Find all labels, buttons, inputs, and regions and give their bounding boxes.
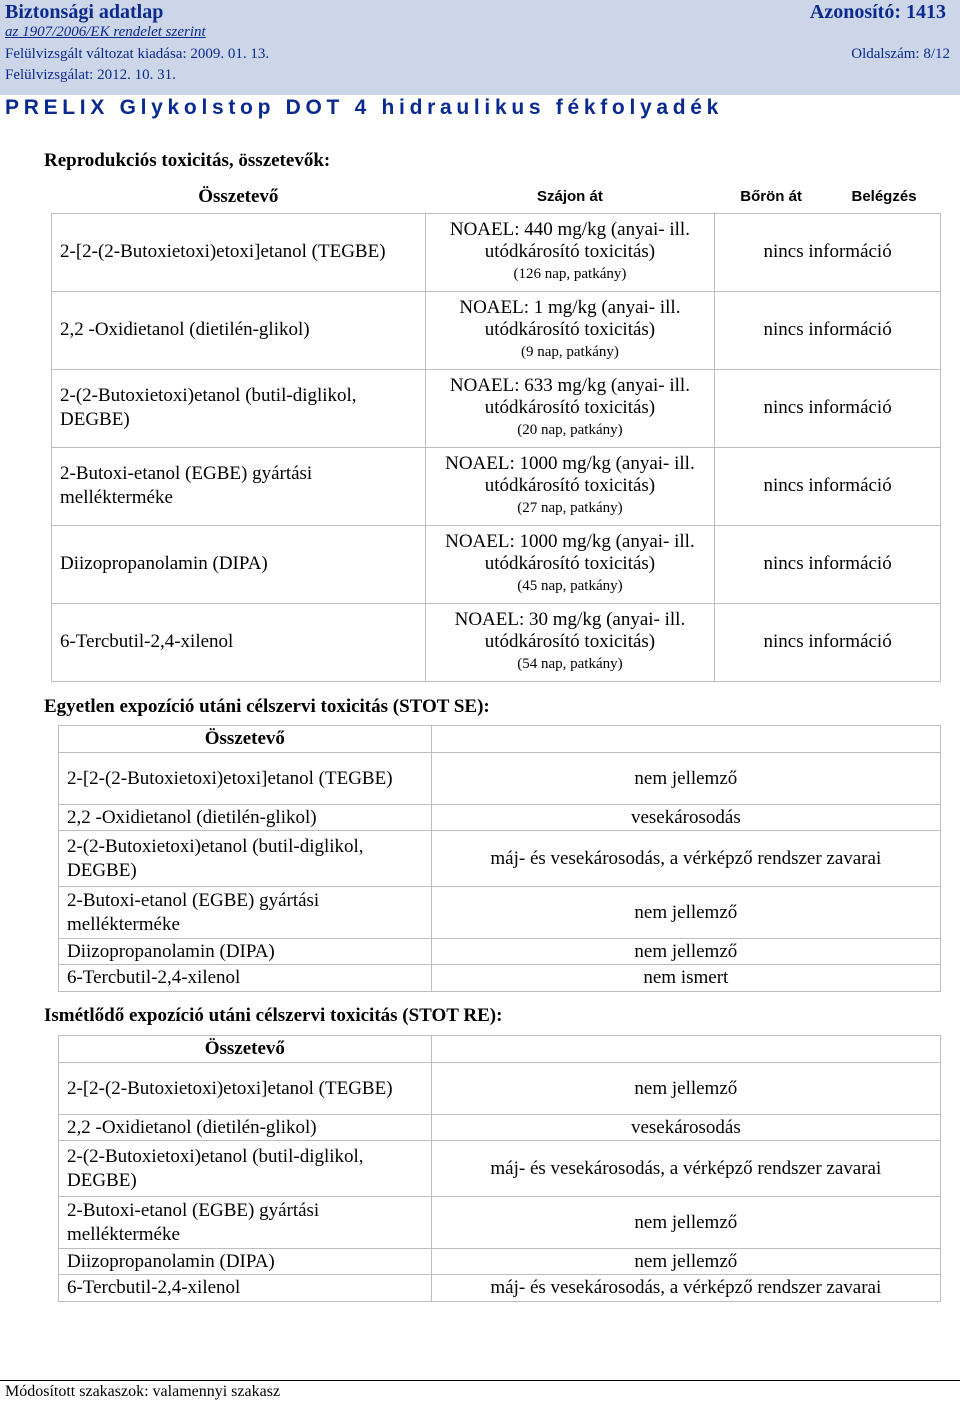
table-row <box>59 1063 941 1115</box>
noael-text: NOAEL: 30 mg/kg (anyai- ill. utódkárosító toxicitás) <box>454 609 686 652</box>
oral-value <box>425 603 715 681</box>
stot-re-col-empty <box>431 1036 940 1063</box>
table-row <box>59 965 941 992</box>
noael-text: NOAEL: 1 mg/kg (anyai- ill. utódkárosító toxicitás) <box>459 297 681 340</box>
component-name: 6-Tercbutil-2,4-xilenol <box>52 603 426 681</box>
oral-value <box>425 291 715 369</box>
noael-text: NOAEL: 633 mg/kg (anyai- ill. utódkárosító toxicitás) <box>449 375 690 418</box>
effect-value: nem jellemző <box>431 1063 940 1115</box>
document-title: Biztonsági adatlap <box>5 1 164 23</box>
repro-header-row <box>52 181 941 213</box>
table-row <box>52 291 941 369</box>
noael-text: NOAEL: 1000 mg/kg (anyai- ill. utódkárosító toxicitás) <box>445 453 695 496</box>
study-detail: (54 nap, patkány) <box>517 656 623 672</box>
page-header <box>0 0 960 95</box>
table-row <box>59 1249 941 1275</box>
no-information: nincs információ <box>715 291 941 369</box>
footer-divider <box>0 1380 960 1381</box>
study-detail: (126 nap, patkány) <box>513 266 627 282</box>
stot-se-heading: Egyetlen expozíció utáni célszervi toxicitás (STOT SE): <box>44 696 490 717</box>
no-information: nincs információ <box>715 369 941 447</box>
component-name: Diizopropanolamin (DIPA) <box>59 939 432 965</box>
effect-value: máj- és vesekárosodás, a vérképző rendszer zavarai <box>431 1275 940 1302</box>
stot-se-table <box>58 725 941 992</box>
effect-value: vesekárosodás <box>431 805 940 831</box>
component-name: 6-Tercbutil-2,4-xilenol <box>59 1275 432 1302</box>
component-name: 2,2 -Oxidietanol (dietilén-glikol) <box>52 291 426 369</box>
table-row <box>59 753 941 805</box>
component-name: 2-Butoxi-etanol (EGBE) gyártási mellékterméke <box>59 1197 432 1249</box>
oral-value <box>425 525 715 603</box>
table-row <box>59 1141 941 1197</box>
table-row <box>59 805 941 831</box>
component-name: Diizopropanolamin (DIPA) <box>52 525 426 603</box>
component-name: Diizopropanolamin (DIPA) <box>59 1249 432 1275</box>
oral-value <box>425 213 715 291</box>
component-name: 2-(2-Butoxietoxi)etanol (butil-diglikol, DEGBE) <box>52 369 426 447</box>
table-row <box>59 887 941 939</box>
oral-value <box>425 447 715 525</box>
repro-heading: Reprodukciós toxicitás, összetevők: <box>44 150 331 171</box>
no-information: nincs információ <box>715 213 941 291</box>
effect-value: nem jellemző <box>431 753 940 805</box>
component-name: 2-[2-(2-Butoxietoxi)etoxi]etanol (TEGBE) <box>59 753 432 805</box>
component-name: 2,2 -Oxidietanol (dietilén-glikol) <box>59 1115 432 1141</box>
component-name: 2-[2-(2-Butoxietoxi)etoxi]etanol (TEGBE) <box>52 213 426 291</box>
effect-value: máj- és vesekárosodás, a vérképző rendszer zavarai <box>431 1141 940 1197</box>
component-name: 2-[2-(2-Butoxietoxi)etoxi]etanol (TEGBE) <box>59 1063 432 1115</box>
repro-table <box>51 181 941 682</box>
revised-version: Felülvizsgált változat kiadása: 2009. 01. 13. <box>5 46 270 62</box>
effect-value: nem ismert <box>431 965 940 992</box>
regulation-reference: az 1907/2006/EK rendelet szerint <box>5 24 206 40</box>
product-name: PRELIX Glykolstop DOT 4 hidraulikus fékfolyadék <box>5 96 724 119</box>
oral-value <box>425 369 715 447</box>
repro-col-component: Összetevő <box>198 185 279 207</box>
component-name: 2-(2-Butoxietoxi)etanol (butil-diglikol, DEGBE) <box>59 831 432 887</box>
table-row <box>52 603 941 681</box>
stot-re-table <box>58 1035 941 1302</box>
effect-value: vesekárosodás <box>431 1115 940 1141</box>
effect-value: nem jellemző <box>431 1249 940 1275</box>
effect-value: nem jellemző <box>431 939 940 965</box>
component-name: 2,2 -Oxidietanol (dietilén-glikol) <box>59 805 432 831</box>
noael-text: NOAEL: 440 mg/kg (anyai- ill. utódkárosító toxicitás) <box>449 219 690 262</box>
component-name: 2-Butoxi-etanol (EGBE) gyártási mellékterméke <box>52 447 426 525</box>
study-detail: (9 nap, patkány) <box>520 344 619 360</box>
table-row <box>59 1275 941 1302</box>
repro-col-dermal: Bőrön át <box>740 188 802 206</box>
stot-re-heading: Ismétlődő expozíció utáni célszervi toxicitás (STOT RE): <box>44 1005 503 1026</box>
table-row <box>59 1197 941 1249</box>
table-row <box>59 1115 941 1141</box>
revision-date: Felülvizsgálat: 2012. 10. 31. <box>5 67 176 83</box>
page-number: Oldalszám: 8/12 <box>851 46 950 62</box>
effect-value: máj- és vesekárosodás, a vérképző rendszer zavarai <box>431 831 940 887</box>
table-row <box>52 369 941 447</box>
no-information: nincs információ <box>715 603 941 681</box>
repro-col-oral: Szájon át <box>536 188 603 206</box>
document-identifier: Azonosító: 1413 <box>809 1 946 23</box>
stot-se-col-empty <box>431 726 940 753</box>
page-footer: Módosított szakaszok: valamennyi szakasz <box>5 1383 281 1400</box>
study-detail: (45 nap, patkány) <box>517 578 623 594</box>
no-information: nincs információ <box>715 447 941 525</box>
repro-col-inhalation: Belégzés <box>851 188 917 206</box>
component-name: 2-Butoxi-etanol (EGBE) gyártási mellékterméke <box>59 887 432 939</box>
component-name: 6-Tercbutil-2,4-xilenol <box>59 965 432 992</box>
study-detail: (27 nap, patkány) <box>517 500 623 516</box>
study-detail: (20 nap, patkány) <box>517 422 623 438</box>
effect-value: nem jellemző <box>431 1197 940 1249</box>
noael-text: NOAEL: 1000 mg/kg (anyai- ill. utódkárosító toxicitás) <box>445 531 695 574</box>
component-name: 2-(2-Butoxietoxi)etanol (butil-diglikol, DEGBE) <box>59 1141 432 1197</box>
table-row <box>52 213 941 291</box>
stot-re-header-row <box>59 1036 941 1063</box>
stot-se-header-row <box>59 726 941 753</box>
stot-se-col-component: Összetevő <box>59 726 432 753</box>
table-row <box>59 939 941 965</box>
stot-re-col-component: Összetevő <box>59 1036 432 1063</box>
table-row <box>52 447 941 525</box>
table-row <box>59 831 941 887</box>
effect-value: nem jellemző <box>431 887 940 939</box>
table-row <box>52 525 941 603</box>
no-information: nincs információ <box>715 525 941 603</box>
